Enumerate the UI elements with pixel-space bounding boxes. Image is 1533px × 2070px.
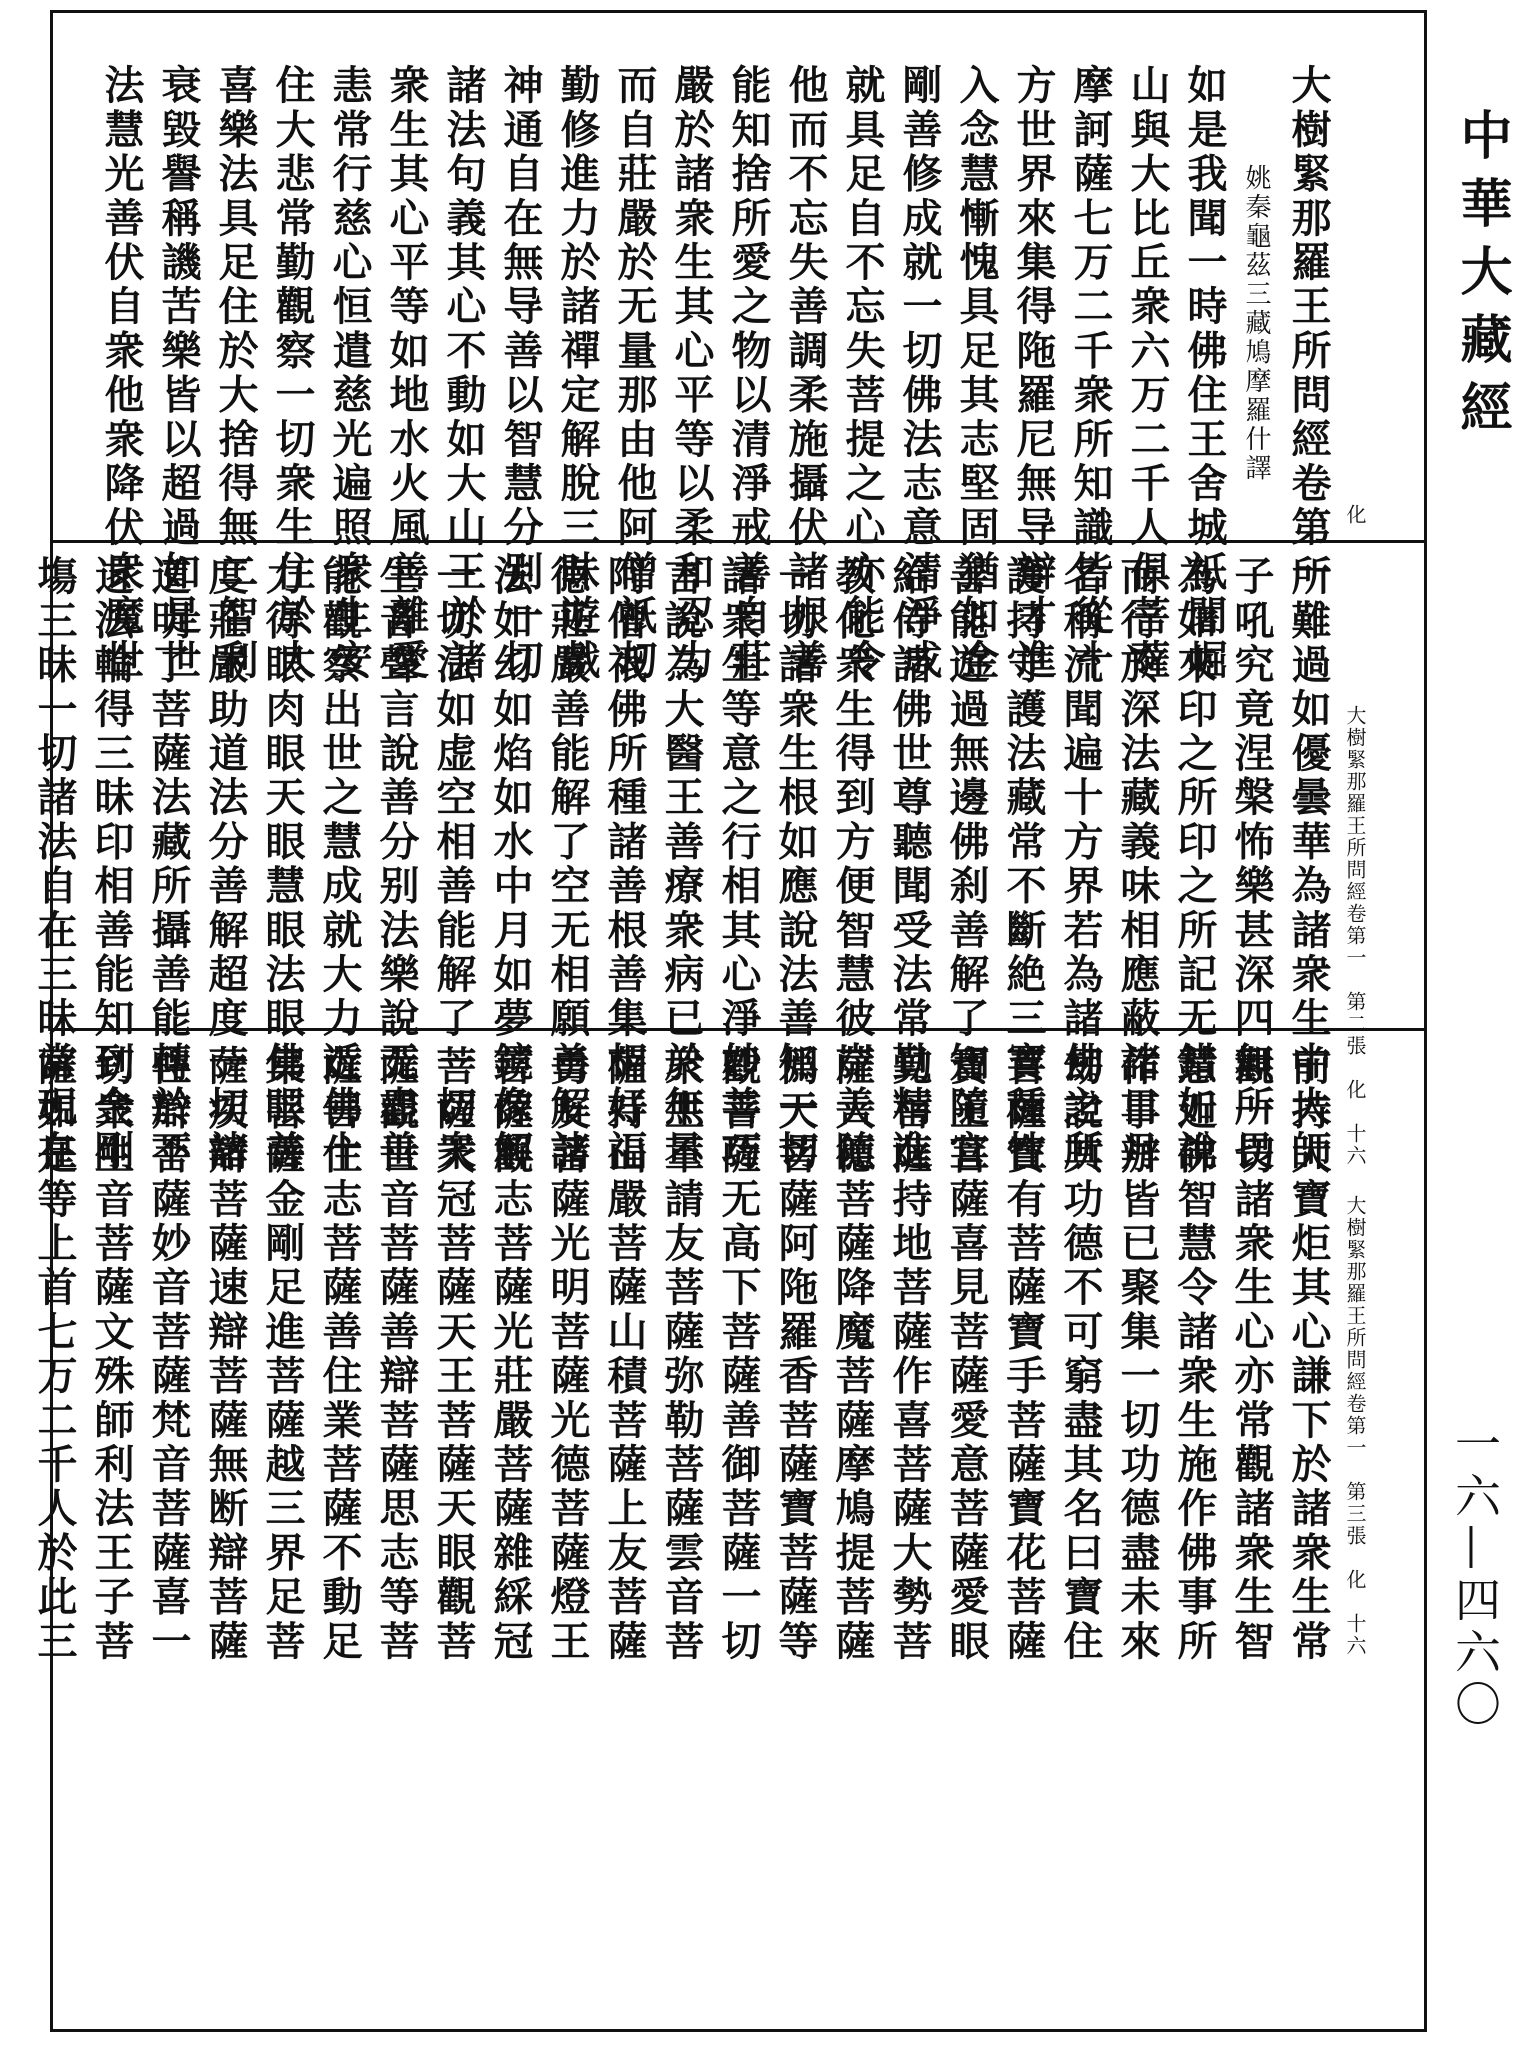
text-column: 就具足自不忘失菩提之心亦能令 bbox=[839, 64, 886, 683]
text-column: 子吼究竟涅槃怖樂甚深四無所畏 bbox=[1228, 555, 1275, 1174]
text-column: 慧近佛智慧令諸衆生施作佛事所 bbox=[1171, 1045, 1218, 1664]
text-column: 名稱流聞遍十方界若為諸佛之所 bbox=[1057, 555, 1104, 1174]
text-column: 僞天菩薩阿陁羅香菩薩寶菩薩等 bbox=[772, 1045, 819, 1664]
text-column: 勤修進力於諸禪定解脫三昧遊戲 bbox=[554, 64, 601, 683]
text-column: 住大悲常勤觀察一切衆生住於大 bbox=[269, 64, 316, 683]
text-column: 能觀察出世之慧成就大力近佛十 bbox=[316, 555, 363, 1174]
text-column: 摩訶薩七万二千衆所知識皆從十 bbox=[1067, 64, 1114, 683]
text-column: 切衆生音菩薩文殊師利法王子菩 bbox=[88, 1045, 135, 1664]
text-column: 所難過如優曇華為諸衆生中大師 bbox=[1285, 555, 1332, 1174]
text-column: 嚴於諸衆生其心平等以柔和忍力 bbox=[668, 64, 715, 683]
text-column: 薩如是等上首七万二千人於此三 bbox=[31, 1045, 78, 1664]
text-column: 而行於深法藏義味相應蔽諸日月 bbox=[1114, 555, 1161, 1174]
text-column: 給侍諸佛世尊聽聞受法常勤精進 bbox=[886, 555, 933, 1174]
volume-marker: 化 bbox=[1343, 504, 1367, 526]
text-column: 力得眼肉眼天眼慧眼法眼佛眼善 bbox=[259, 555, 306, 1174]
text-column: 菩薩寶有菩薩寶手菩薩寶花菩薩 bbox=[1000, 1045, 1047, 1664]
text-column: 集菩薩金剛足進菩薩越三界足菩 bbox=[259, 1045, 306, 1664]
text-column: 度莊嚴助道法分善解超度一切諸 bbox=[202, 555, 249, 1174]
text-column: 衆生不請友菩薩弥勒菩薩雲音菩 bbox=[658, 1045, 705, 1664]
text-column: 入念慧慚愧具足其志堅固猶如金 bbox=[953, 64, 1000, 683]
text-column: 山與大比丘衆六万二千人俱菩薩 bbox=[1124, 64, 1171, 683]
text-column: 能知捨所愛之物以清淨戒善自莊 bbox=[725, 64, 772, 683]
text-column: 言說為大醫王善療衆病已於無量 bbox=[658, 555, 705, 1174]
text-column: 善能遊過無邊佛刹善解了知隨宜 bbox=[943, 555, 990, 1174]
margin-note: 大樹緊那羅王所問經卷第一 第二張 化 十六 bbox=[1343, 705, 1367, 1167]
text-column: 恚常行慈心恒遣慈光遍照衆生安 bbox=[326, 64, 373, 683]
text-column: 一切法如虚空相善能解了一切衆 bbox=[430, 555, 477, 1174]
text-column: 而自莊嚴於无量那由他阿僧祇刼 bbox=[611, 64, 658, 683]
text-column: 他而不忘失善調柔施攝伏諸根善 bbox=[782, 64, 829, 683]
text-column: 喜樂法具足住於大捨得無二智利 bbox=[212, 64, 259, 683]
text-column: 勇友菩薩光明菩薩光德菩薩燈王 bbox=[544, 1045, 591, 1664]
sutra-title: 大樹緊那羅王所問經卷第一 bbox=[1285, 64, 1332, 595]
margin-note: 大樹緊那羅王所問經卷第一 第三張 化 十六 bbox=[1343, 1195, 1367, 1657]
side-title: 中華大藏經 bbox=[1451, 108, 1512, 448]
text-column: 神通自在無导善以智慧分别一切 bbox=[497, 64, 544, 683]
text-column: 道明了菩薩法藏所攝善能轉於不 bbox=[145, 555, 192, 1174]
text-column: 一切諸衆生根如應說法善知一切 bbox=[772, 555, 819, 1174]
text-column: 寶王菩薩喜見菩薩愛意菩薩愛眼 bbox=[943, 1045, 990, 1664]
text-column: 薩持山嚴菩薩山積菩薩上友菩薩 bbox=[601, 1045, 648, 1664]
text-panel-1 bbox=[98, 64, 1370, 683]
text-column: 住辯菩薩妙音菩薩梵音菩薩喜一 bbox=[145, 1045, 192, 1664]
text-column: 為如來印之所印之所記无錯如說 bbox=[1171, 555, 1218, 1174]
text-column: 法如幻如焰如水中月如夢鏡像解 bbox=[487, 555, 534, 1174]
text-column: 薩善住志菩薩善住業菩薩不動足 bbox=[316, 1045, 363, 1664]
text-column: 諸衆生等意之行相其心淨妙善巧 bbox=[715, 555, 762, 1174]
text-column: 如是我聞一時佛住王舍城祇闍崛 bbox=[1181, 64, 1228, 683]
text-column: 諸法句義其心不動如大山王於諸 bbox=[440, 64, 487, 683]
text-column: 見菩薩持地菩薩作喜菩薩大勢菩 bbox=[886, 1045, 933, 1664]
text-column: 生音聲言說善分别法樂說无盡善 bbox=[373, 555, 420, 1174]
translator-line: 姚秦龜茲三藏鳩摩羅什譯 bbox=[1241, 164, 1271, 483]
text-column: 塲三昧一切諸法自在三昧常現在 bbox=[31, 555, 78, 1174]
text-column: 阿僧祇佛所種諸善根善集相好福 bbox=[601, 555, 648, 1174]
text-panel-3 bbox=[31, 1045, 1370, 1664]
page-number: 一六—四六〇 bbox=[1448, 1420, 1502, 1732]
text-column: 刼說其功德不可窮盡其名曰寶住 bbox=[1057, 1045, 1104, 1664]
text-column: 觀菩薩无高下菩薩善御菩薩一切 bbox=[715, 1045, 762, 1664]
text-column: 作事辦皆已聚集一切功德盡未來 bbox=[1114, 1045, 1161, 1664]
text-column: 薩疾辯菩薩速辯菩薩無断辯菩薩 bbox=[202, 1045, 249, 1664]
text-column: 衰毀譽稱譏苦樂皆以超過如是世 bbox=[155, 64, 202, 683]
text-panel-2 bbox=[31, 555, 1370, 1174]
text-column: 觀一切諸衆生心亦常觀諸衆生智 bbox=[1228, 1045, 1275, 1664]
text-column: 薩大德菩薩降魔菩薩摩鳩提菩薩 bbox=[829, 1045, 876, 1664]
text-column: 教化衆生得到方便智慧彼岸善隨 bbox=[829, 555, 876, 1174]
text-column: 菩薩觀志菩薩光莊嚴菩薩雜綵冠 bbox=[487, 1045, 534, 1664]
text-column: 法慧光善伏自衆他衆降伏衆魔世 bbox=[98, 64, 145, 683]
text-column: 退法輪得三昧印相善能知到金剛 bbox=[88, 555, 135, 1174]
text-column: 前持大寶炬其心謙下於諸衆生常 bbox=[1285, 1045, 1332, 1664]
text-column: 衆生其心平等如地水火風善離愛 bbox=[383, 64, 430, 683]
text-column: 剛善修成就一切佛法志意清淨成 bbox=[896, 64, 943, 683]
text-column: 菩薩天冠菩薩天王菩薩天眼觀菩 bbox=[430, 1045, 477, 1664]
text-column: 德莊嚴善能解了空无相願善解諸 bbox=[544, 555, 591, 1174]
text-column: 方世界來集得陁羅尼無导辯才進 bbox=[1010, 64, 1057, 683]
text-column: 薩觀世音菩薩善辯菩薩思志等菩 bbox=[373, 1045, 420, 1664]
text-column: 護持守護法藏常不斷絶三寶種性 bbox=[1000, 555, 1047, 1174]
